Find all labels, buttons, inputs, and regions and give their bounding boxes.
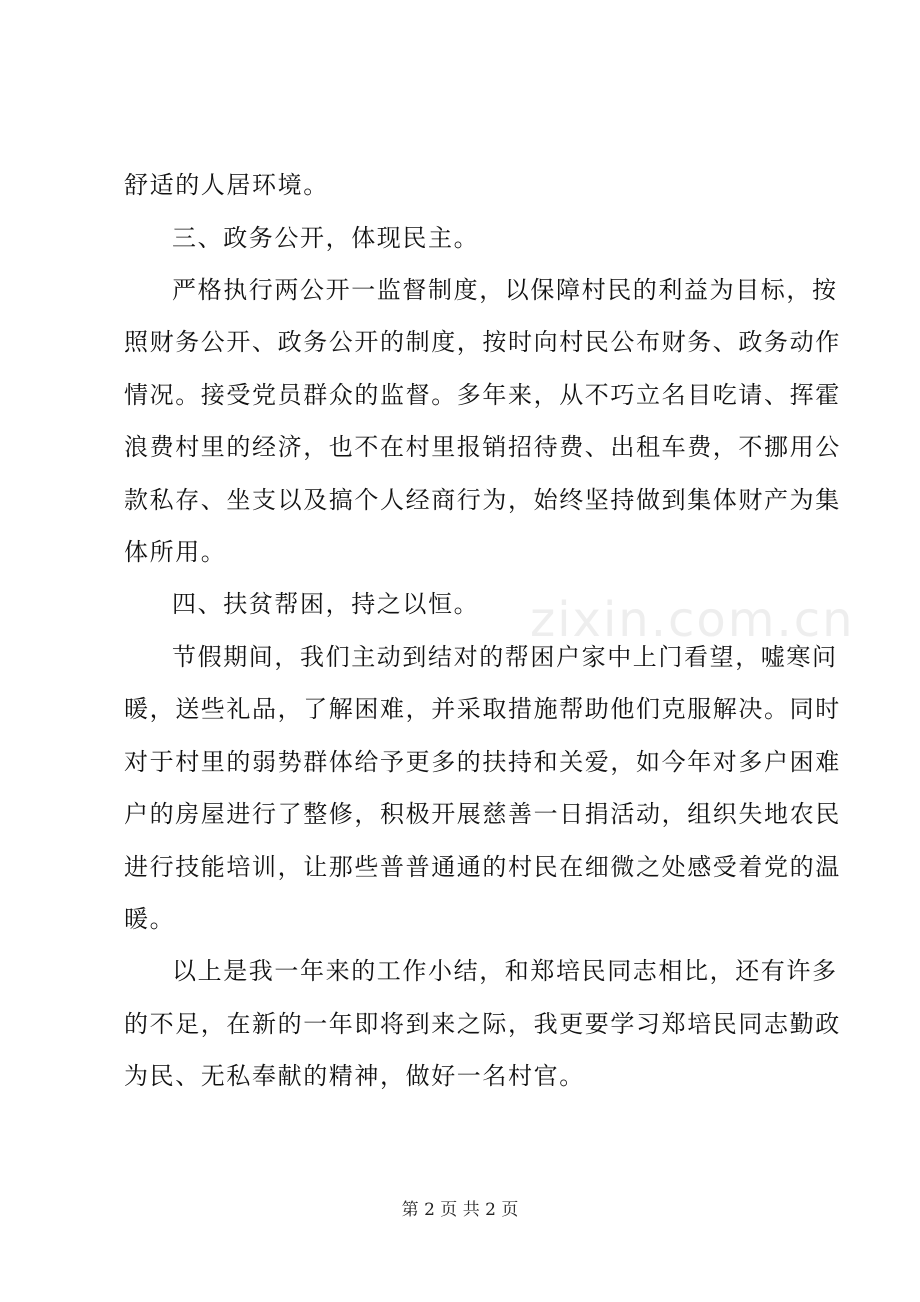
text-line: 的不足，在新的一年即将到来之际，我更要学习郑培民同志勤政 — [124, 1010, 841, 1038]
text-line: 暖。 — [124, 905, 176, 933]
text-line: 浪费村里的经济，也不在村里报销招待费、出租车费，不挪用公 — [124, 433, 841, 461]
page-number-footer: 第 2 页 共 2 页 — [401, 1200, 519, 1220]
text-line: 情况。接受党员群众的监督。多年来，从不巧立名目吃请、挥霍 — [124, 381, 841, 409]
text-line: 照财务公开、政务公开的制度，按时向村民公布财务、政务动作 — [124, 328, 841, 356]
text-line: 体所用。 — [124, 538, 227, 566]
section-heading: 四、扶贫帮困，持之以恒。 — [172, 590, 480, 618]
text-line: 对于村里的弱势群体给予更多的扶持和关爱，如今年对多户困难 — [124, 748, 841, 776]
text-line: 户的房屋进行了整修，积极开展慈善一日捐活动，组织失地农民 — [124, 800, 841, 828]
text-line: 暖，送些礼品，了解困难，并采取措施帮助他们克服解决。同时 — [124, 695, 841, 723]
text-line: 节假期间，我们主动到结对的帮困户家中上门看望，嘘寒问 — [172, 643, 838, 671]
text-line: 严格执行两公开一监督制度，以保障村民的利益为目标，按 — [172, 276, 838, 304]
section-heading: 三、政务公开，体现民主。 — [172, 224, 480, 252]
text-line: 为民、无私奉献的精神，做好一名村官。 — [124, 1062, 585, 1090]
watermark: zixin.com.cn — [530, 592, 855, 648]
text-line: 以上是我一年来的工作小结，和郑培民同志相比，还有许多 — [172, 957, 838, 985]
text-line: 进行技能培训，让那些普普通通的村民在细微之处感受着党的温 — [124, 853, 841, 881]
text-line: 舒适的人居环境。 — [124, 171, 329, 199]
text-line: 款私存、坐支以及搞个人经商行为，始终坚持做到集体财产为集 — [124, 486, 841, 514]
